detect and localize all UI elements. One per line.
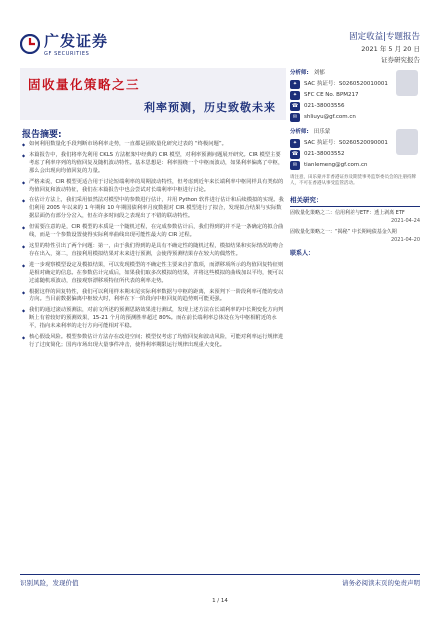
sidebar <box>290 68 420 257</box>
analyst-email[interactable]: tianlemeng@gf.com.cn <box>304 162 368 169</box>
analyst-name: 田乐蒙 <box>313 128 331 135</box>
summary-body <box>22 141 284 353</box>
analyst-photo <box>396 129 418 155</box>
related-title[interactable]: 固收量化策略之二：信用利差与ETF：透上剥离 ETF <box>290 210 405 217</box>
mail-icon: ✉ <box>290 113 300 122</box>
report-title: 固收量化策略之三 <box>28 77 141 92</box>
related-item[interactable] <box>290 210 420 225</box>
summary-paragraph: ◆ 严格来说，CIR 模型更适合用于讨论短端利率的周期波动特性，但考虑到近年来长端利率中枢同样具有类似的均值回复和波动特征，我们在本篇报告中也会尝试对长端利率中枢进行讨论。 <box>22 179 284 195</box>
summary-paragraph: ◆ 本篇报告中，我们将率先利用 CKLS 方法框架中经典的 CIR 模型，对利率预测问题展开研究。CIR 模型主要考虑了利率序列的均值回复及随机波动特性。基本思想是：利率围绕一个中枢而波动，如果利率偏离了中枢，那么会出现向均值回复的力量。 <box>22 152 284 176</box>
summary-paragraph: ◆ 这里的特性引出了两个问题：第一，由于我们得到的是具有不确定性的随机过程，模拟结果和实际情况的吻合存在出入，第二，直接利用模拟结果对未来进行预测，会使得预测结果存在较大的偶然性。 <box>22 243 284 259</box>
analyst-sac: SAC 执证号：S0260520010001 <box>304 81 388 88</box>
report-header <box>0 0 440 64</box>
id-card-icon: ✦ <box>290 91 300 100</box>
summary-paragraph: ◆ 根据这样的回复特性，我们可以利用样本期末尾实际利率数据与中枢的距离，来预判下一阶段利率可能的变动方向。当目前数据偏离中枢较大时，利率在下一阶段向中枢回复的趋势则可能更强。 <box>22 289 284 305</box>
summary-heading: 报告摘要: <box>22 130 62 140</box>
id-card-icon: ✦ <box>290 139 300 148</box>
analyst-role: 分析师: <box>290 70 309 77</box>
analyst-name: 刘郁 <box>313 69 325 76</box>
logo-cn-text: 广发证券 <box>44 32 109 50</box>
mail-icon: ✉ <box>290 161 300 170</box>
analyst-sfc: SFC CE No. BPM217 <box>304 92 359 99</box>
gf-logo-icon <box>20 34 40 54</box>
title-band <box>20 68 286 120</box>
analyst-card <box>290 127 420 171</box>
summary-paragraph: ◆ 我们的通过滚动预测法，对前文所述的预测思路效果进行测试，发现上述方法在长端利率的中长期变化方向判断上有着较好的预测效果，15-21 个月的预测胜率超过 80%。而在前长端利率总体处在为中枢相附近的水平，指向未来利率的走行方向可能相对平稳。 <box>22 307 284 331</box>
summary-paragraph: ◆ 在估计方法上，我们采用似然法对模型中的参数进行估计，并用 Python 软件进行估计和后续模拟的实现。我们利用 2005 年以来的 1 年期和 10 年期国债利率月度数据对 CIR 模型进行了拟合，发现拟合结果与实际数据层面仍有部分分岔入，但在许多时间段之表现出了不错的联动特性。 <box>22 197 284 221</box>
analyst-phone: 021-38003556 <box>304 103 345 110</box>
company-logo <box>20 30 108 57</box>
analyst-phone: 021-38003552 <box>304 151 345 158</box>
related-item[interactable] <box>290 229 420 244</box>
analyst-card <box>290 68 420 123</box>
summary-paragraph: ◆ 但需要注意的是，CIR 模型的本质是一个随机过程，在完成参数估计后，我们得到的并不是一条确定的拟合曲线，而是一个参数设置使得实际利率曲线出现可能性最大的 CIR 过程。 <box>22 224 284 240</box>
footer-disclaimer: 请务必阅读末页的免责声明 <box>342 579 420 587</box>
analyst-photo <box>396 70 418 96</box>
page-number: 1 / 14 <box>212 598 228 604</box>
summary-paragraph: ◆ 核心假设风险。模型参数估计方法存在改进空间；模型仅考虑了均值回复和波动风险，可能对利率运行规律进行了过度简化；国内市场出现大量事件冲击，使得利率期限运行规律出现重大变化。 <box>22 334 284 350</box>
analyst-role: 分析师: <box>290 129 309 136</box>
analyst-email[interactable]: shliuyu@gf.com.cn <box>304 114 356 121</box>
summary-paragraph: ◆ 如何利用数量化手段判断市场利率走势，一直都是固收量化研究过表的 “终极问题”。 <box>22 141 284 149</box>
id-card-icon: ✦ <box>290 80 300 89</box>
related-title[interactable]: 固收量化策略之一：“揭秘” 中长期纯债基金久期 <box>290 229 397 236</box>
related-date: 2021-04-24 <box>390 217 420 224</box>
analyst-sac: SAC 执证号：S0260520090001 <box>304 140 388 147</box>
footer-slogan: 识别风险，发现价值 <box>20 579 79 587</box>
analyst-disclaimer: 请注意，田乐蒙并非香港证券及期货事务监察委员会的注册持牌人，不可在香港从事受监管活动。 <box>290 175 416 187</box>
phone-icon: ☎ <box>291 151 299 157</box>
logo-en-text: GF SECURITIES <box>44 51 90 57</box>
related-heading: 相关研究： <box>290 195 420 207</box>
report-subtitle: 利率预测，历史致敬未来 <box>144 101 276 114</box>
summary-paragraph: ◆ 进一步观察模型设定及模拟结果，可以发现模型的不确定性主要来自扩散项，而漂移项所示的均值回复特征则是相对确定的信息。在参数估计完成后，如果我们取多次模拟的结果，并将这些模拟的曲线加以平均，便可以过滤随机项波动，直接观察漂移项特征所代表的利率走势。 <box>22 262 284 286</box>
report-dept: 证券研究报告 <box>381 56 420 64</box>
related-date: 2021-04-20 <box>390 236 420 243</box>
footer-divider <box>20 574 420 575</box>
report-type: 固定收益|专题报告 <box>349 32 420 42</box>
phone-icon: ☎ <box>291 103 299 109</box>
contact-heading: 联系人： <box>290 250 315 258</box>
report-date: 2021 年 5 月 20 日 <box>361 45 420 53</box>
